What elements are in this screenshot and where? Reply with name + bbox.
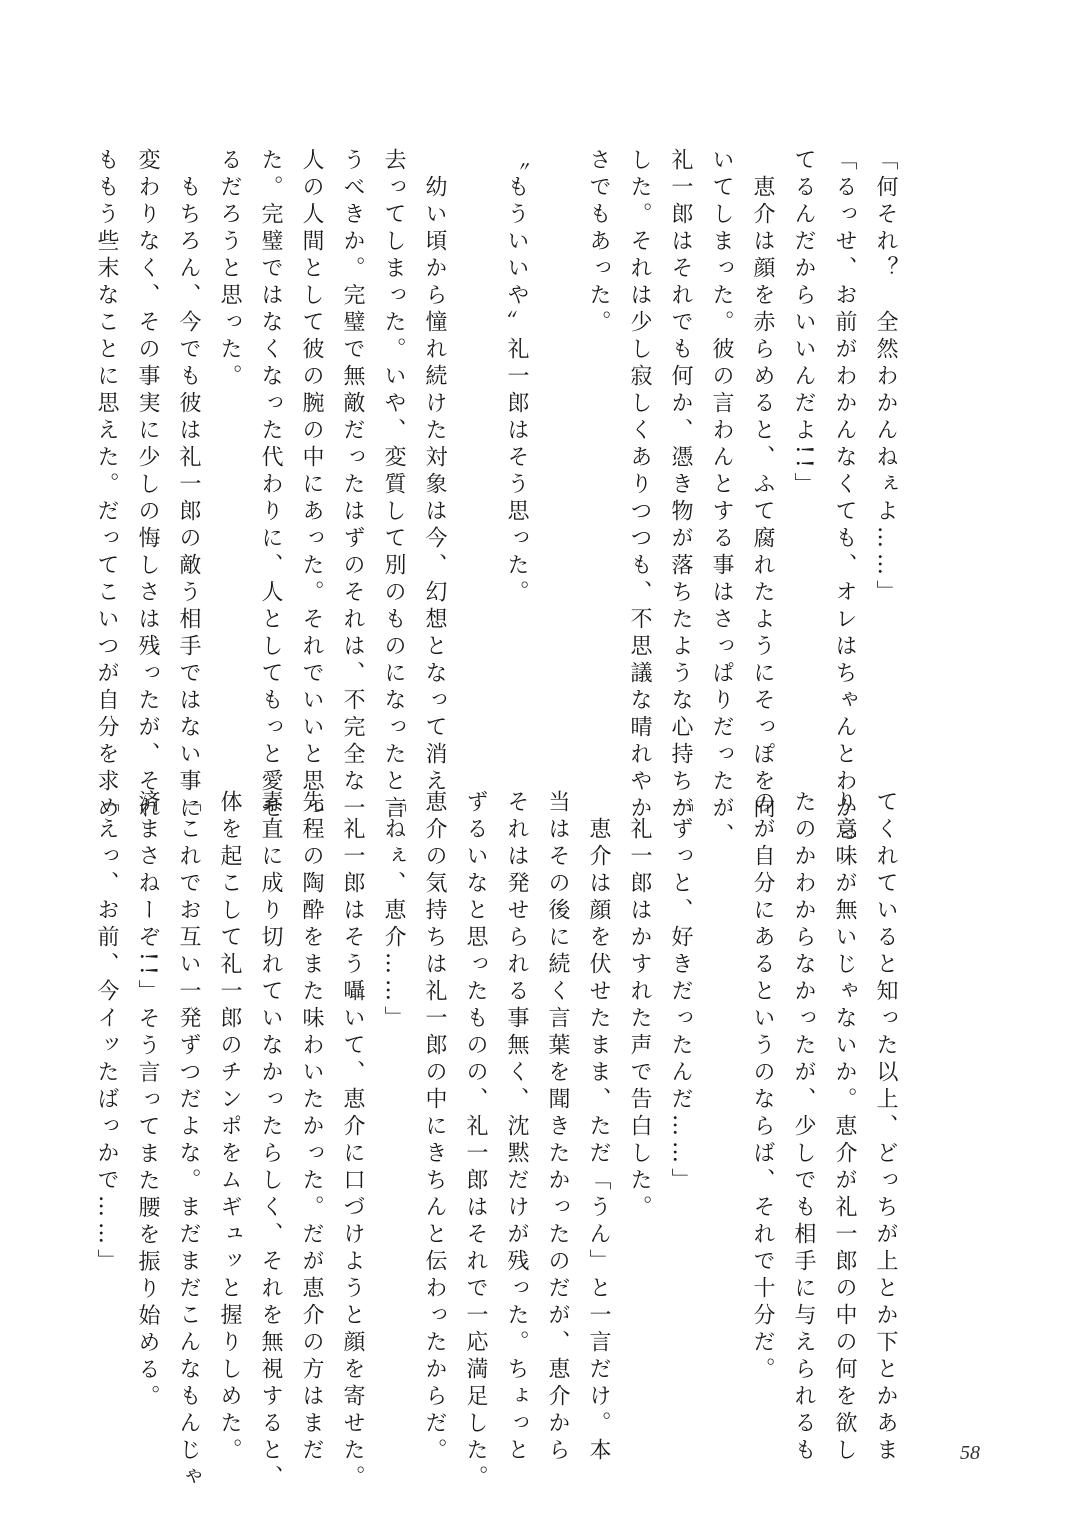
blank-line bbox=[455, 148, 496, 748]
text-line: 「ねぇ、恵介……」 bbox=[381, 790, 406, 1033]
blank-line bbox=[701, 790, 742, 1390]
text-line: 「これでお互い一発ずつだよな。まだまだこんなもんじゃ bbox=[176, 790, 201, 1492]
text-line: た。完璧ではなくなった代わりに、人としてもっと愛せ bbox=[258, 148, 283, 823]
text-line: 〝もういいや〟礼一郎はそう思った。 bbox=[504, 148, 529, 607]
text-line: たのかわからなかったが、少しでも相手に与えられるも bbox=[791, 790, 816, 1465]
text-line: うべきか。完璧で無敵だったはずのそれは、不完全な一 bbox=[340, 148, 365, 823]
text-line: それは発せられる事無く、沈黙だけが残った。ちょっと bbox=[504, 790, 529, 1465]
text-line: した。それは少し寂しくありつつも、不思議な晴れやか bbox=[627, 148, 652, 823]
text-line: 体を起こして礼一郎のチンポをムギュッと握りしめた。 bbox=[217, 790, 242, 1465]
text-line: 「えっ、お前、今イッたばっかで……」 bbox=[94, 790, 119, 1276]
text-line: 済まさねーぞ!!」そう言ってまた腰を振り始める。 bbox=[135, 790, 160, 1412]
text-line: 「るっせ、お前がわかんなくても、オレはちゃんとわかっ bbox=[832, 148, 857, 850]
text-line: 去ってしまった。いや、変質して別のものになったと言 bbox=[381, 148, 406, 823]
text-line: 恵介は顔を赤らめると、ふて腐れたようにそっぽを向 bbox=[750, 148, 775, 823]
text-line: り意味が無いじゃないか。恵介が礼一郎の中の何を欲し bbox=[832, 790, 857, 1465]
text-line: 礼一郎はそう囁いて、恵介に口づけようと顔を寄せた。 bbox=[340, 790, 365, 1492]
text-line: てるんだからいいんだよ!!」 bbox=[791, 148, 816, 500]
text-line: 恵介は顔を伏せたまま、ただ「うん」と一言だけ。本 bbox=[586, 790, 611, 1465]
text-line: もちろん、今でも彼は礼一郎の敵う相手ではない事に bbox=[176, 148, 201, 823]
blank-line bbox=[537, 148, 578, 748]
text-line: いてしまった。彼の言わんとする事はさっぱりだったが、 bbox=[709, 148, 734, 850]
text-line: 変わりなく、その事実に少しの悔しさは残ったが、それ bbox=[135, 148, 160, 823]
text-line: 先程の陶酔をまた味わいたかった。だが恵介の方はまだ bbox=[299, 790, 324, 1465]
top-text-block bbox=[86, 148, 906, 850]
text-line: ももう些末なことに思えた。だってこいつが自分を求め bbox=[94, 148, 119, 823]
text-line: さでもあった。 bbox=[586, 148, 611, 337]
text-line: 礼一郎はかすれた声で告白した。 bbox=[627, 790, 652, 1222]
text-line: 恵介の気持ちは礼一郎の中にきちんと伝わったからだ。 bbox=[422, 790, 447, 1465]
text-line: てくれていると知った以上、どっちが上とか下とかあま bbox=[873, 790, 898, 1465]
text-line: 当はその後に続く言葉を聞きたかったのだが、恵介から bbox=[545, 790, 570, 1465]
text-line: 人の人間として彼の腕の中にあった。それでいいと思っ bbox=[299, 148, 324, 823]
text-line: 「ずっと、好きだったんだ……」 bbox=[668, 790, 693, 1195]
bottom-text-block bbox=[86, 790, 906, 1492]
text-line: るだろうと思った。 bbox=[217, 148, 242, 391]
text-line: のが自分にあるというのならば、それで十分だ。 bbox=[750, 790, 775, 1384]
page-number: 58 bbox=[960, 1442, 980, 1464]
text-line: ずるいなと思ったものの、礼一郎はそれで一応満足した。 bbox=[463, 790, 488, 1492]
text-line: 幼い頃から憧れ続けた対象は今、幻想となって消え bbox=[422, 148, 447, 796]
text-line: 素直に成り切れていなかったらしく、それを無視すると、 bbox=[258, 790, 283, 1492]
text-line: 礼一郎はそれでも何か、憑き物が落ちたような心持ちが bbox=[668, 148, 693, 823]
text-line: 「何それ？ 全然わかんねぇよ……」 bbox=[873, 148, 898, 607]
